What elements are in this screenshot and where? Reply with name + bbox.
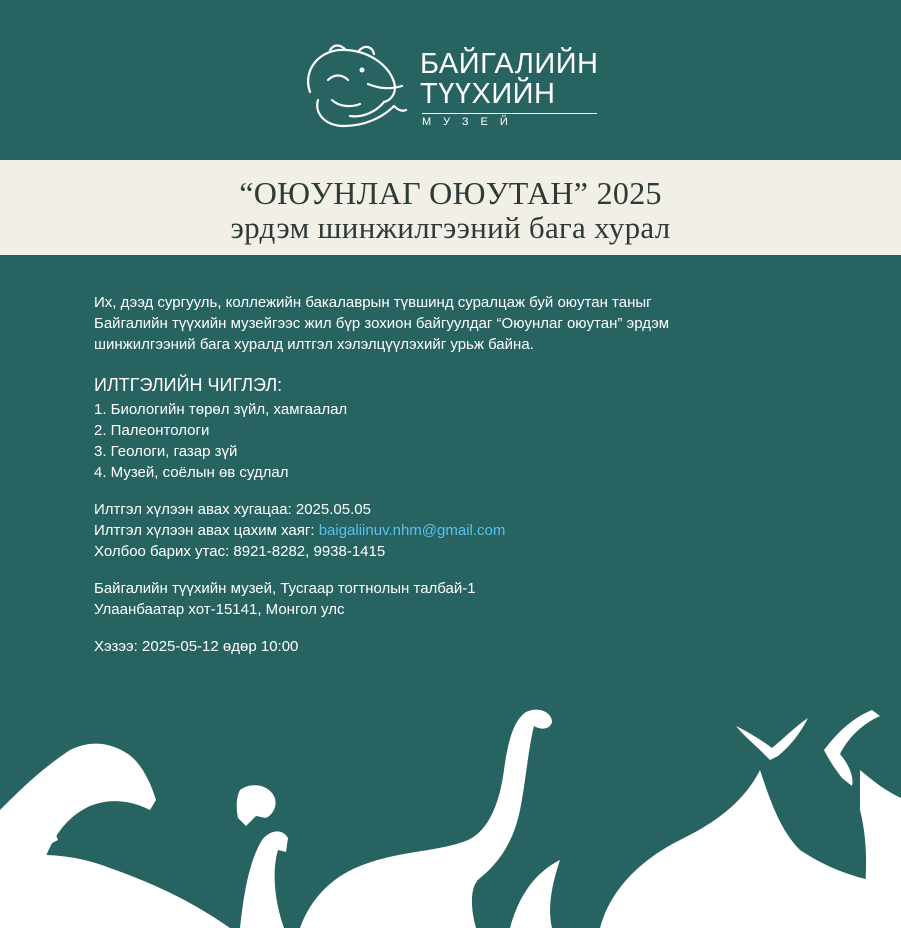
title-banner (0, 160, 901, 255)
logo-subtitle: МУЗЕЙ (422, 116, 520, 128)
deadline-text: Илтгэл хүлээн авах хугацаа: 2025.05.05 (94, 501, 371, 518)
museum-logo (298, 40, 618, 135)
topics-heading: ИЛТГЭЛИЙН ЧИГЛЭЛ: (94, 375, 283, 395)
address-line-2: Улаанбаатар хот-15141, Монгол улс (94, 601, 345, 618)
intro-paragraph (94, 292, 814, 355)
intro-line: Байгалийн түүхийн музейгээс жил бүр зохион байгуулдаг “Оюунлаг оюутан” эрдэм (94, 315, 670, 332)
intro-line: шинжилгээний бага хуралд илтгэл хэлэлцүүлэхийг урьж байна. (94, 336, 534, 353)
phone-text: Холбоо барих утас: 8921-8282, 9938-1415 (94, 543, 386, 560)
logo-divider (422, 113, 597, 114)
main-content (94, 292, 814, 657)
spacer (94, 620, 814, 636)
email-line (94, 520, 814, 541)
dinosaur-nature-illustration (0, 690, 901, 928)
spacer (94, 483, 814, 499)
event-time: Хэзээ: 2025-05-12 өдөр 10:00 (94, 638, 299, 655)
intro-line: Их, дээд сургууль, коллежийн бакалаврын түвшинд суралцаж буй оюутан таныг (94, 294, 652, 311)
mammoth-rat-logo-icon (298, 40, 408, 132)
email-link[interactable]: baigaliinuv.nhm@gmail.com (318, 522, 506, 539)
topic-item: 3. Геологи, газар зүй (94, 443, 238, 460)
banner-title: “ОЮУНЛАГ ОЮУТАН” 2025 (239, 175, 662, 211)
logo-line-2: ТҮҮХИЙН (420, 78, 556, 110)
logo-line-1: БАЙГАЛИЙН (420, 48, 599, 80)
banner-subtitle: эрдэм шинжилгээний бага хурал (230, 210, 671, 245)
address-line-1: Байгалийн түүхийн музей, Тусгаар тогтнолын талбай-1 (94, 580, 476, 597)
spacer (94, 562, 814, 578)
topic-item: 2. Палеонтологи (94, 422, 210, 439)
topic-item: 4. Музей, соёлын өв судлал (94, 464, 289, 481)
topic-item: 1. Биологийн төрөл зүйл, хамгаалал (94, 401, 348, 418)
email-label: Илтгэл хүлээн авах цахим хаяг: (94, 522, 319, 539)
header (0, 0, 901, 160)
